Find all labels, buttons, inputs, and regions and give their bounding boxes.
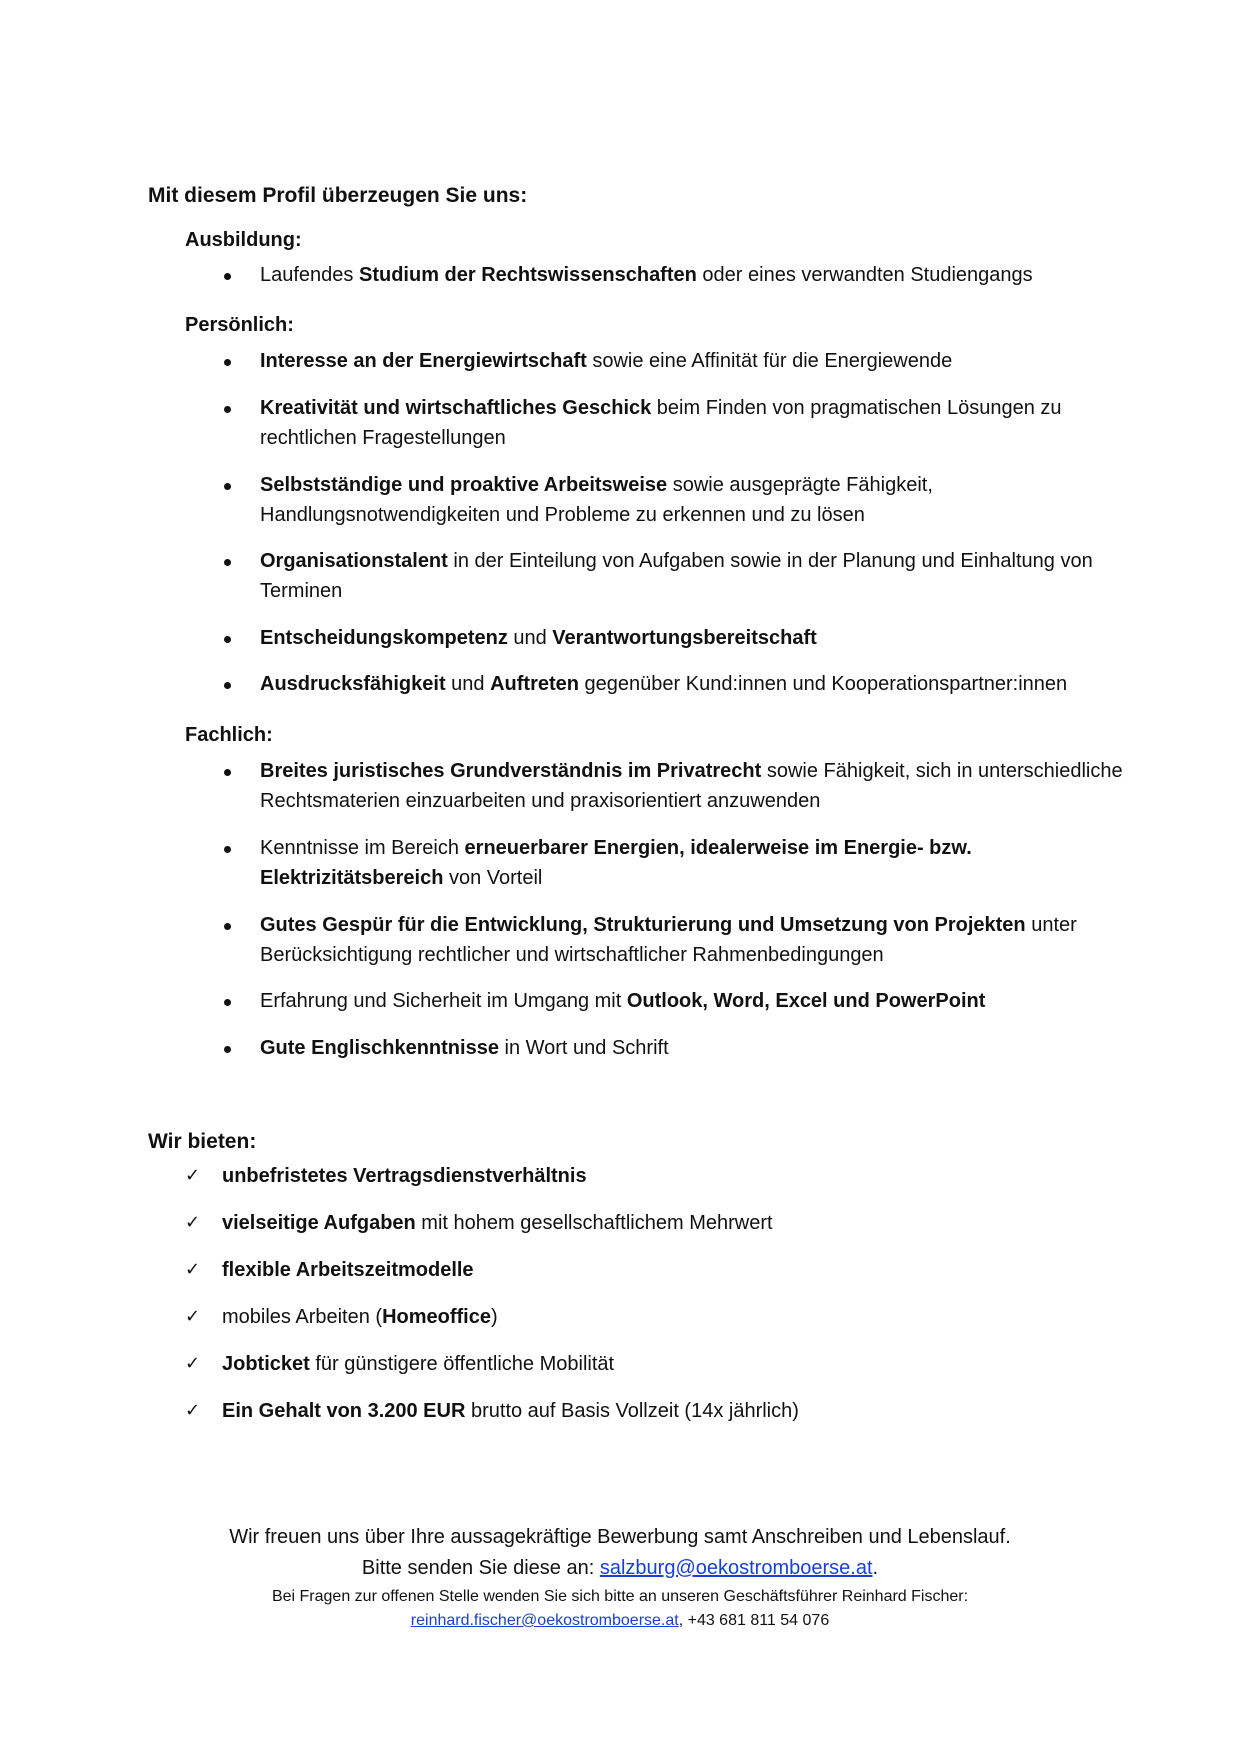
check-icon: ✓ (185, 1259, 201, 1280)
bullet-icon (224, 923, 231, 930)
persoenlich-heading: Persönlich: (185, 314, 294, 336)
bullet-icon (224, 483, 231, 490)
bullet-icon (224, 1046, 231, 1053)
footer-application-note: Wir freuen uns über Ihre aussagekräftige Bewerbung samt Anschreiben und Lebenslauf. (229, 1526, 1011, 1548)
bullet-icon (224, 846, 231, 853)
footer-contact: reinhard.fischer@oekostromboerse.at, +43 681 811 54 076 (410, 1612, 830, 1629)
check-icon: ✓ (185, 1353, 201, 1374)
document-page: Mit diesem Profil überzeugen Sie uns: Ausbildung: Laufendes Studium der Rechtswissenschaften oder eines verwandten Studiengangs Persönlich: Interesse an der Energiewirtschaft sowie eine Affinität für die Energiewende Kreativität und wirtschaftliches Geschick beim Finden von pragmatischen Lösungen zu rechtlichen Fragestellungen Selbstständige und proaktive Arbeitsweise sowie ausgeprägte Fähigkeit, Handlungsnotwendigkeiten und Probleme zu erkennen und zu lösen Organisationstalent in der Einteilung von Aufgaben sowie in der Planung und Einhaltung von Terminen Entscheidungskompetenz und Verantwortungsbereitschaft Ausdrucksfähigkeit und Auftreten gegenüber Kund:innen und Kooperationspartner:innen Fachlich: Breites juristisches Grundverständnis im Privatrecht sowie Fähigkeit, sich in unterschiedliche Rechtsmaterien einzuarbeiten und praxisorientiert anzuwenden Kenntnisse im Bereich erneuerbarer Energien, idealerweise im Energie- bzw. Elektrizitätsbereich von Vorteil Gutes Gespür für die Entwicklung, Strukturierung und Umsetzung von Projekten unter Berücksichtigung rechtlicher und wirtschaftlicher Rahmenbedingungen Erfahrung und Sicherheit im Umgang mit Outlook, Word, Excel und PowerPoint Gute Englischkenntnisse in Wort und Schrift Wir bieten: ✓ unbefristetes Vertragsdienstverhältnis ✓ vielseitige Aufgaben mit hohem gesellschaftlichem Mehrwert ✓ flexible Arbeitszeitmodelle ✓ mobiles Arbeiten (Homeoffice) ✓ Jobticket für günstigere öffentliche Mobilität ✓ Ein Gehalt von 3.200 EUR brutto auf Basis Vollzeit (14x jährlich) Wir freuen uns über Ihre aussagekräftige Bewerbung samt Anschreiben und Lebenslauf. Bitte senden Sie diese an: salzburg@oekostromboerse.at. Bei Fragen zur offenen Stelle wenden Sie sich bitte an unseren Geschäftsführer Reinhard Fischer: reinhard.fischer@oekostromboerse.at, +43 681 811 54 076 (0, 0, 1240, 1753)
check-icon: ✓ (185, 1306, 201, 1327)
reinhard-email-link[interactable]: reinhard.fischer@oekostromboerse.at (410, 1612, 679, 1629)
bullet-icon (224, 636, 231, 643)
footer-contact-note: Bei Fragen zur offenen Stelle wenden Sie sich bitte an unseren Geschäftsführer Reinhard Fischer: (271, 1588, 969, 1605)
ausbildung-heading: Ausbildung: (185, 229, 302, 251)
footer-send-to: Bitte senden Sie diese an: salzburg@oekostromboerse.at. (361, 1557, 879, 1579)
bullet-icon (224, 359, 231, 366)
check-icon: ✓ (185, 1165, 201, 1186)
bullet-icon (224, 682, 231, 689)
salzburg-email-link[interactable]: salzburg@oekostromboerse.at (599, 1557, 873, 1579)
bullet-icon (224, 273, 231, 280)
offer-heading: Wir bieten: (148, 1130, 257, 1153)
bullet-icon (224, 999, 231, 1006)
fachlich-heading: Fachlich: (185, 724, 273, 746)
bullet-icon (224, 769, 231, 776)
profile-heading: Mit diesem Profil überzeugen Sie uns: (148, 184, 528, 207)
bullet-icon (224, 406, 231, 413)
check-icon: ✓ (185, 1212, 201, 1233)
check-icon: ✓ (185, 1400, 201, 1421)
bullet-icon (224, 559, 231, 566)
